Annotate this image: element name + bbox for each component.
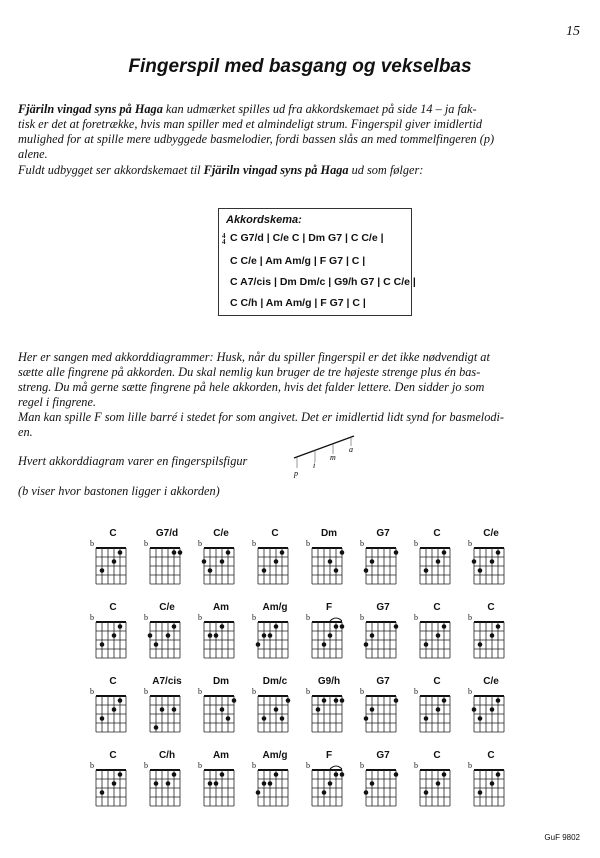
bass-marker: b	[198, 539, 202, 548]
chord-name: F	[325, 602, 333, 613]
fretboard	[468, 690, 512, 736]
chord-diagram-g7	[360, 750, 406, 820]
finger-label-m: m	[330, 453, 336, 462]
chord-diagram-c	[414, 676, 460, 746]
chord-diagram-c	[90, 750, 136, 820]
chord-diagram-c	[468, 602, 514, 672]
chord-diagram-c-e	[468, 676, 514, 746]
chord-name: G7	[376, 750, 390, 761]
finger-dot	[496, 772, 501, 777]
chord-name: C	[109, 528, 117, 539]
chord-name: G7	[376, 676, 390, 687]
fretboard	[414, 616, 458, 662]
fretboard	[360, 542, 404, 588]
chord-diagram-dm-c	[252, 676, 298, 746]
finger-dot	[424, 790, 429, 795]
bass-marker: b	[252, 761, 256, 770]
finger-dot	[394, 624, 399, 629]
finger-dot	[370, 781, 375, 786]
chord-name: Am/g	[262, 750, 288, 761]
chord-diagram-c	[90, 528, 136, 598]
bass-marker: b	[198, 761, 202, 770]
chord-diagram-c	[90, 676, 136, 746]
finger-dot	[274, 772, 279, 777]
finger-dot	[328, 559, 333, 564]
chord-name: C	[271, 528, 279, 539]
chord-name: G7	[376, 528, 390, 539]
chord-name: C	[433, 750, 441, 761]
fretboard	[144, 690, 188, 736]
chord-diagram-g7	[360, 676, 406, 746]
finger-dot	[208, 633, 213, 638]
finger-dot	[118, 772, 123, 777]
fretboard	[306, 690, 350, 736]
scheme-line-1: C G7/d | C/e C | Dm G7 | C C/e |	[230, 232, 384, 244]
scheme-line-2: C C/e | Am Am/g | F G7 | C |	[230, 255, 366, 267]
body-line-3: streng. Du må gerne sætte fingrene på hele akkorden, hvis det falder lettere. Den sidder jo som	[18, 380, 485, 394]
chord-name: C	[433, 602, 441, 613]
fretboard	[306, 542, 350, 588]
chord-name: C	[109, 602, 117, 613]
fretboard	[306, 616, 350, 662]
finger-dot	[100, 568, 105, 573]
finger-dot	[478, 716, 483, 721]
fretboard	[144, 616, 188, 662]
chord-diagram-c	[414, 602, 460, 672]
body-line-2: sætte alle fingrene på akkorden. Du skal nemlig kun bruger de tre højeste strenge plus én bas-	[18, 365, 481, 379]
finger-dot	[100, 716, 105, 721]
finger-dot	[442, 772, 447, 777]
bass-marker: b	[198, 613, 202, 622]
finger-dot	[394, 550, 399, 555]
finger-dot	[172, 624, 177, 629]
chord-name: C	[433, 676, 441, 687]
intro-line-2: tisk er det at foretrække, hvis man spiller med et almindeligt strum. Fingerspil giver imidlertid	[18, 117, 483, 131]
finger-pattern-figure	[288, 432, 368, 480]
chord-diagram-c-e	[198, 528, 244, 598]
fretboard	[468, 542, 512, 588]
catalog-code: GuF 9802	[544, 833, 580, 842]
chord-name: C/h	[158, 750, 176, 761]
chord-name: G9/h	[317, 676, 341, 687]
bass-marker: b	[468, 539, 472, 548]
finger-dot	[328, 633, 333, 638]
bass-marker: b	[252, 687, 256, 696]
finger-dot	[340, 624, 345, 629]
chord-name: Dm/c	[262, 676, 288, 687]
chord-diagram-dm	[198, 676, 244, 746]
chord-name: C/e	[483, 528, 499, 539]
body-line-4: regel i fingrene.	[18, 395, 96, 409]
finger-dot	[262, 716, 267, 721]
finger-dot	[478, 568, 483, 573]
bass-marker: b	[468, 687, 472, 696]
bass-note-caption: (b viser hvor bastonen ligger i akkorden)	[18, 484, 220, 498]
chord-name: Am	[212, 602, 230, 613]
finger-dot	[172, 550, 177, 555]
finger-dot	[490, 781, 495, 786]
bass-marker: b	[306, 761, 310, 770]
finger-dot	[322, 642, 327, 647]
finger-dot	[436, 633, 441, 638]
song-title: Fjäriln vingad syns på Haga	[18, 102, 163, 116]
fretboard	[198, 690, 242, 736]
bass-marker: b	[252, 539, 256, 548]
finger-dot	[322, 790, 327, 795]
finger-dot	[118, 698, 123, 703]
chord-diagram-c	[252, 528, 298, 598]
chord-scheme-box	[218, 208, 416, 316]
finger-dot	[478, 790, 483, 795]
finger-dot	[262, 633, 267, 638]
intro-line-4: alene.	[18, 147, 48, 161]
finger-dot	[256, 790, 261, 795]
chord-name: C	[487, 750, 495, 761]
finger-dot	[316, 707, 321, 712]
finger-dot	[334, 624, 339, 629]
chord-diagram-am	[198, 602, 244, 672]
finger-dot	[364, 568, 369, 573]
bass-marker: b	[414, 539, 418, 548]
chord-name: G7	[376, 602, 390, 613]
fretboard	[360, 690, 404, 736]
bass-marker: b	[90, 687, 94, 696]
finger-dot	[172, 707, 177, 712]
finger-dot	[364, 716, 369, 721]
finger-dot	[280, 716, 285, 721]
scheme-line-4: C C/h | Am Am/g | F G7 | C |	[230, 297, 366, 309]
bass-marker: b	[144, 761, 148, 770]
page-title: Fingerspil med basgang og vekselbas	[128, 56, 472, 77]
fretboard	[144, 542, 188, 588]
bass-marker: b	[360, 761, 364, 770]
finger-dot	[370, 559, 375, 564]
finger-dot	[268, 633, 273, 638]
finger-dot	[220, 707, 225, 712]
chord-diagram-a7-cis	[144, 676, 190, 746]
finger-dot	[172, 772, 177, 777]
time-signature: 4 4	[222, 232, 226, 246]
intro-text: ud som følger:	[348, 163, 424, 177]
finger-dot	[364, 790, 369, 795]
finger-dot	[262, 781, 267, 786]
finger-dot	[334, 698, 339, 703]
finger-dot	[394, 698, 399, 703]
finger-dot	[166, 633, 171, 638]
chord-diagram-f	[306, 750, 352, 820]
intro-text: kan udmærket spilles ud fra akkordskemaet på side 14 – ja fak-	[162, 102, 477, 116]
chord-name: C/e	[213, 528, 229, 539]
chord-diagram-c-h	[144, 750, 190, 820]
bass-marker: b	[144, 539, 148, 548]
finger-dot	[262, 568, 267, 573]
finger-dot	[286, 698, 291, 703]
bass-marker: b	[468, 761, 472, 770]
finger-dot	[274, 624, 279, 629]
fretboard	[360, 616, 404, 662]
finger-dot	[256, 642, 261, 647]
fretboard	[252, 616, 296, 662]
fretboard	[468, 764, 512, 810]
finger-dot	[328, 781, 333, 786]
finger-dot	[160, 707, 165, 712]
barre-arc	[330, 766, 342, 769]
finger-dot	[100, 790, 105, 795]
scheme-heading: Akkordskema:	[226, 214, 302, 226]
finger-dot	[340, 550, 345, 555]
bass-marker: b	[198, 687, 202, 696]
finger-label-i: i	[313, 461, 316, 470]
fretboard	[468, 616, 512, 662]
intro-text: Fuldt udbygget ser akkordskemaet til	[18, 163, 204, 177]
finger-label-a: a	[349, 445, 353, 454]
chord-name: G7/d	[155, 528, 179, 539]
finger-dot	[274, 559, 279, 564]
finger-dot	[112, 559, 117, 564]
finger-dot	[118, 624, 123, 629]
fretboard	[90, 690, 134, 736]
chord-diagram-c-e	[468, 528, 514, 598]
finger-dot	[208, 568, 213, 573]
finger-dot	[220, 624, 225, 629]
finger-dot	[208, 781, 213, 786]
finger-dot	[112, 781, 117, 786]
bass-marker: b	[414, 613, 418, 622]
finger-dot	[436, 559, 441, 564]
body-line-5: Man kan spille F som lille barré i stedet for som angivet. Det er imidlertid lidt synd for basmelodi-	[18, 410, 505, 424]
bass-marker: b	[468, 613, 472, 622]
finger-dot	[148, 633, 153, 638]
song-title: Fjäriln vingad syns på Haga	[203, 163, 349, 177]
chord-name: C	[487, 602, 495, 613]
finger-dot	[226, 716, 231, 721]
finger-dot	[442, 550, 447, 555]
fretboard	[414, 542, 458, 588]
finger-dot	[232, 698, 237, 703]
finger-dot	[112, 633, 117, 638]
finger-dot	[220, 559, 225, 564]
fretboard	[198, 542, 242, 588]
fretboard	[252, 690, 296, 736]
chord-diagram-g7	[360, 602, 406, 672]
finger-dot	[334, 772, 339, 777]
body-line-1: Her er sangen med akkorddiagrammer: Husk, når du spiller fingerspil er det ikke nødvendigt at	[18, 350, 490, 364]
chord-name: C	[109, 750, 117, 761]
finger-dot	[472, 707, 477, 712]
chord-diagram-c	[414, 528, 460, 598]
finger-dot	[490, 559, 495, 564]
finger-dot	[340, 698, 345, 703]
chord-diagram-g9-h	[306, 676, 352, 746]
chord-name: Am	[212, 750, 230, 761]
chord-name: Am/g	[262, 602, 288, 613]
chord-diagram-g7	[360, 528, 406, 598]
intro-line-5	[18, 163, 583, 178]
finger-dot	[370, 633, 375, 638]
finger-dot	[424, 716, 429, 721]
chord-diagram-am	[198, 750, 244, 820]
chord-diagram-f	[306, 602, 352, 672]
finger-dot	[214, 633, 219, 638]
scheme-line-3: C A7/cis | Dm Dm/c | G9/h G7 | C C/e |	[230, 276, 416, 288]
finger-dot	[112, 707, 117, 712]
fretboard	[414, 690, 458, 736]
finger-dot	[394, 772, 399, 777]
bass-marker: b	[144, 613, 148, 622]
chord-diagram-g7-d	[144, 528, 190, 598]
finger-dot	[118, 550, 123, 555]
bass-marker: b	[360, 539, 364, 548]
bass-marker: b	[306, 613, 310, 622]
finger-dot	[490, 707, 495, 712]
chord-diagram-c	[90, 602, 136, 672]
finger-dot	[442, 698, 447, 703]
finger-dot	[274, 707, 279, 712]
finger-dot	[442, 624, 447, 629]
finger-dot	[226, 550, 231, 555]
fretboard	[306, 764, 350, 810]
finger-dot	[268, 781, 273, 786]
bass-marker: b	[360, 687, 364, 696]
barre-arc	[330, 618, 342, 621]
bass-marker: b	[414, 687, 418, 696]
chord-diagram-dm	[306, 528, 352, 598]
finger-dot	[214, 781, 219, 786]
chord-diagram-c	[468, 750, 514, 820]
fretboard	[90, 764, 134, 810]
chord-diagram-c	[414, 750, 460, 820]
fretboard	[144, 764, 188, 810]
fretboard	[252, 764, 296, 810]
fretboard	[90, 616, 134, 662]
chord-diagram-c-e	[144, 602, 190, 672]
chord-name: F	[325, 750, 333, 761]
figure-caption: Hvert akkorddiagram varer en fingerspilsfigur	[18, 454, 248, 468]
finger-dot	[334, 568, 339, 573]
chord-diagram-am-g	[252, 750, 298, 820]
fretboard	[198, 764, 242, 810]
finger-dot	[100, 642, 105, 647]
finger-dot	[220, 772, 225, 777]
bass-marker: b	[90, 761, 94, 770]
chord-name: C/e	[159, 602, 175, 613]
finger-dot	[424, 568, 429, 573]
intro-line-1	[18, 102, 583, 117]
finger-dot	[490, 633, 495, 638]
bass-marker: b	[252, 613, 256, 622]
finger-label-p: p	[294, 469, 298, 478]
finger-dot	[424, 642, 429, 647]
finger-dot	[154, 781, 159, 786]
finger-dot	[496, 698, 501, 703]
intro-line-3: mulighed for at spille mere udbyggede basmelodier, fordi bassen slås an med tommelfingeren (p)	[18, 132, 495, 146]
finger-dot	[370, 707, 375, 712]
finger-dot	[178, 550, 183, 555]
finger-dot	[478, 642, 483, 647]
body-line-6: en.	[18, 425, 33, 439]
chord-name: C/e	[483, 676, 499, 687]
chord-name: Dm	[212, 676, 230, 687]
bass-marker: b	[360, 613, 364, 622]
fretboard	[360, 764, 404, 810]
finger-dot	[202, 559, 207, 564]
fretboard	[90, 542, 134, 588]
chord-name: A7/cis	[152, 676, 182, 687]
finger-dot	[364, 642, 369, 647]
bass-marker: b	[144, 687, 148, 696]
chord-name: C	[109, 676, 117, 687]
bass-marker: b	[306, 687, 310, 696]
bass-marker: b	[90, 539, 94, 548]
finger-dot	[154, 725, 159, 730]
finger-dot	[496, 624, 501, 629]
fretboard	[198, 616, 242, 662]
finger-dot	[280, 550, 285, 555]
finger-dot	[436, 707, 441, 712]
bass-marker: b	[414, 761, 418, 770]
finger-dot	[472, 559, 477, 564]
fretboard	[252, 542, 296, 588]
bass-marker: b	[90, 613, 94, 622]
chord-name: C	[433, 528, 441, 539]
finger-dot	[436, 781, 441, 786]
fretboard	[414, 764, 458, 810]
finger-dot	[154, 642, 159, 647]
finger-dot	[340, 772, 345, 777]
chord-name: Dm	[320, 528, 338, 539]
finger-dot	[496, 550, 501, 555]
chord-diagram-am-g	[252, 602, 298, 672]
bass-marker: b	[306, 539, 310, 548]
finger-dot	[166, 781, 171, 786]
finger-dot	[322, 698, 327, 703]
page-number: 15	[566, 24, 580, 39]
